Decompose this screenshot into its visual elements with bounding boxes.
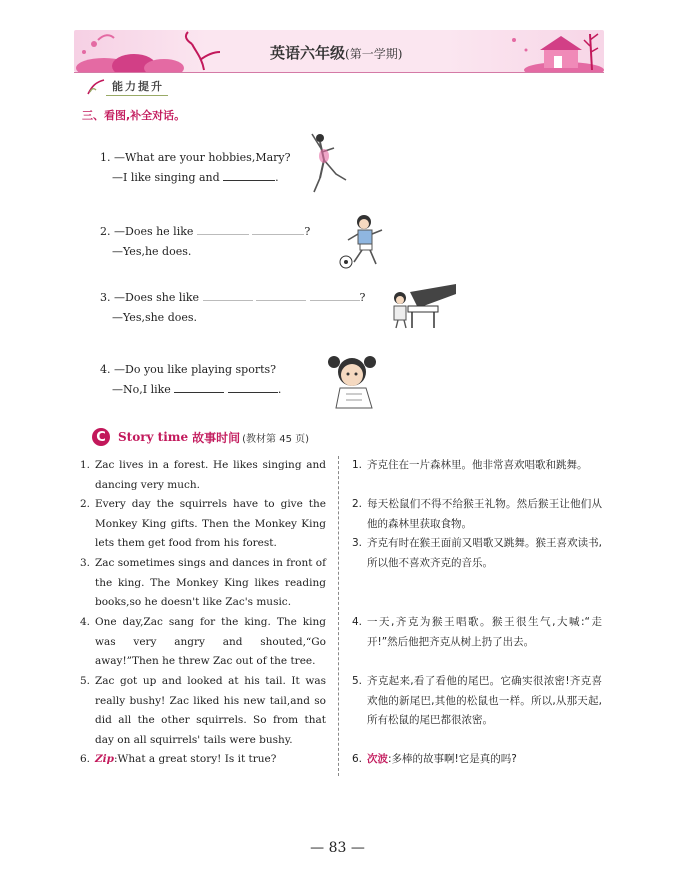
story-paragraph: 2. 每天松鼠们不得不给猴王礼物。然后猴王让他们从他的森林里获取食物。	[352, 498, 602, 530]
speaker-zip: Zip	[95, 753, 114, 765]
story-paragraph: 2. Every day the squirrels have to give the Monkey King gifts. Then the Monkey King lets them get food from his forest.	[80, 498, 326, 550]
column-divider	[338, 456, 339, 776]
answer-blank[interactable]	[228, 380, 278, 393]
pencil-swirl-icon	[86, 78, 106, 96]
story-paragraph: 4. 一天,齐克为猴王唱歌。猴王很生气,大喊:“走开!”然后他把齐克从树上扔了出去。	[352, 616, 602, 648]
question-3: 3. —Does she like ? —Yes,she does.	[100, 288, 365, 328]
story-paragraph: 1. 齐克住在一片森林里。他非常喜欢唱歌和跳舞。	[352, 459, 588, 471]
question-1: 1. —What are your hobbies,Mary? —I like singing and .	[100, 151, 291, 184]
section-title: 三、看图,补全对话。	[82, 109, 186, 122]
section-c-badge: C	[92, 428, 110, 446]
ability-label: 能力提升	[106, 78, 168, 96]
answer-blank[interactable]	[203, 288, 253, 301]
story-paragraph: 4. One day,Zac sang for the king. The king was very angry and shouted,“Go away!”Then he threw Zac out of the tree.	[80, 616, 326, 668]
story-paragraph: 5. Zac got up and looked at his tail. It was really bushy! Zac liked his new tail,and so did all the other squirrels. So from that day on all squirrels' tails were bushy.	[80, 675, 326, 746]
story-paragraph: 3. Zac sometimes sings and dances in front of the king. The Monkey King likes reading books,so he doesn't like Zac's music.	[80, 557, 326, 609]
page-header	[74, 30, 604, 72]
answer-blank[interactable]	[223, 168, 275, 181]
story-paragraph: 6. Zip:What a great story! Is it true?	[80, 753, 277, 765]
story-paragraph: 1. Zac lives in a forest. He likes singing and dancing very much.	[80, 459, 326, 491]
answer-blank[interactable]	[252, 222, 304, 235]
story-time-heading	[92, 426, 309, 448]
ability-badge	[86, 78, 168, 96]
story-paragraph: 6. 次波:多棒的故事啊!它是真的吗?	[352, 753, 517, 765]
girl-reading-picture	[326, 350, 378, 410]
girl-dancing-picture	[306, 130, 352, 194]
house-tree-decoration-icon	[494, 30, 604, 72]
header-title: 英语六年级(第一学期)	[270, 44, 403, 62]
header-divider	[74, 72, 604, 73]
page-number: — 83 —	[310, 840, 365, 856]
answer-blank[interactable]	[174, 380, 224, 393]
question-4: 4. —Do you like playing sports? —No,I like .	[100, 363, 282, 396]
story-title-en: Story time	[118, 430, 189, 444]
answer-blank[interactable]	[310, 288, 360, 301]
story-paragraph: 3. 齐克有时在猴王面前又唱歌又跳舞。猴王喜欢读书,所以他不喜欢齐克的音乐。	[352, 537, 602, 569]
story-reference: (教材第 45 页)	[242, 433, 310, 445]
boy-playing-football-picture	[336, 212, 386, 272]
answer-blank[interactable]	[197, 222, 249, 235]
story-title-zh: 故事时间	[192, 430, 241, 445]
story-paragraph: 5. 齐克起来,看了看他的尾巴。它确实很浓密!齐克喜欢他的新尾巴,其他的松鼠也一样。所以,从那天起,所有松鼠的尾巴都很浓密。	[352, 675, 602, 727]
speaker-cibo: 次波	[367, 753, 388, 765]
girl-playing-piano-picture	[390, 278, 460, 330]
answer-blank[interactable]	[256, 288, 306, 301]
question-2: 2. —Does he like ? —Yes,he does.	[100, 222, 310, 262]
flower-bush-decoration-icon	[74, 30, 234, 72]
